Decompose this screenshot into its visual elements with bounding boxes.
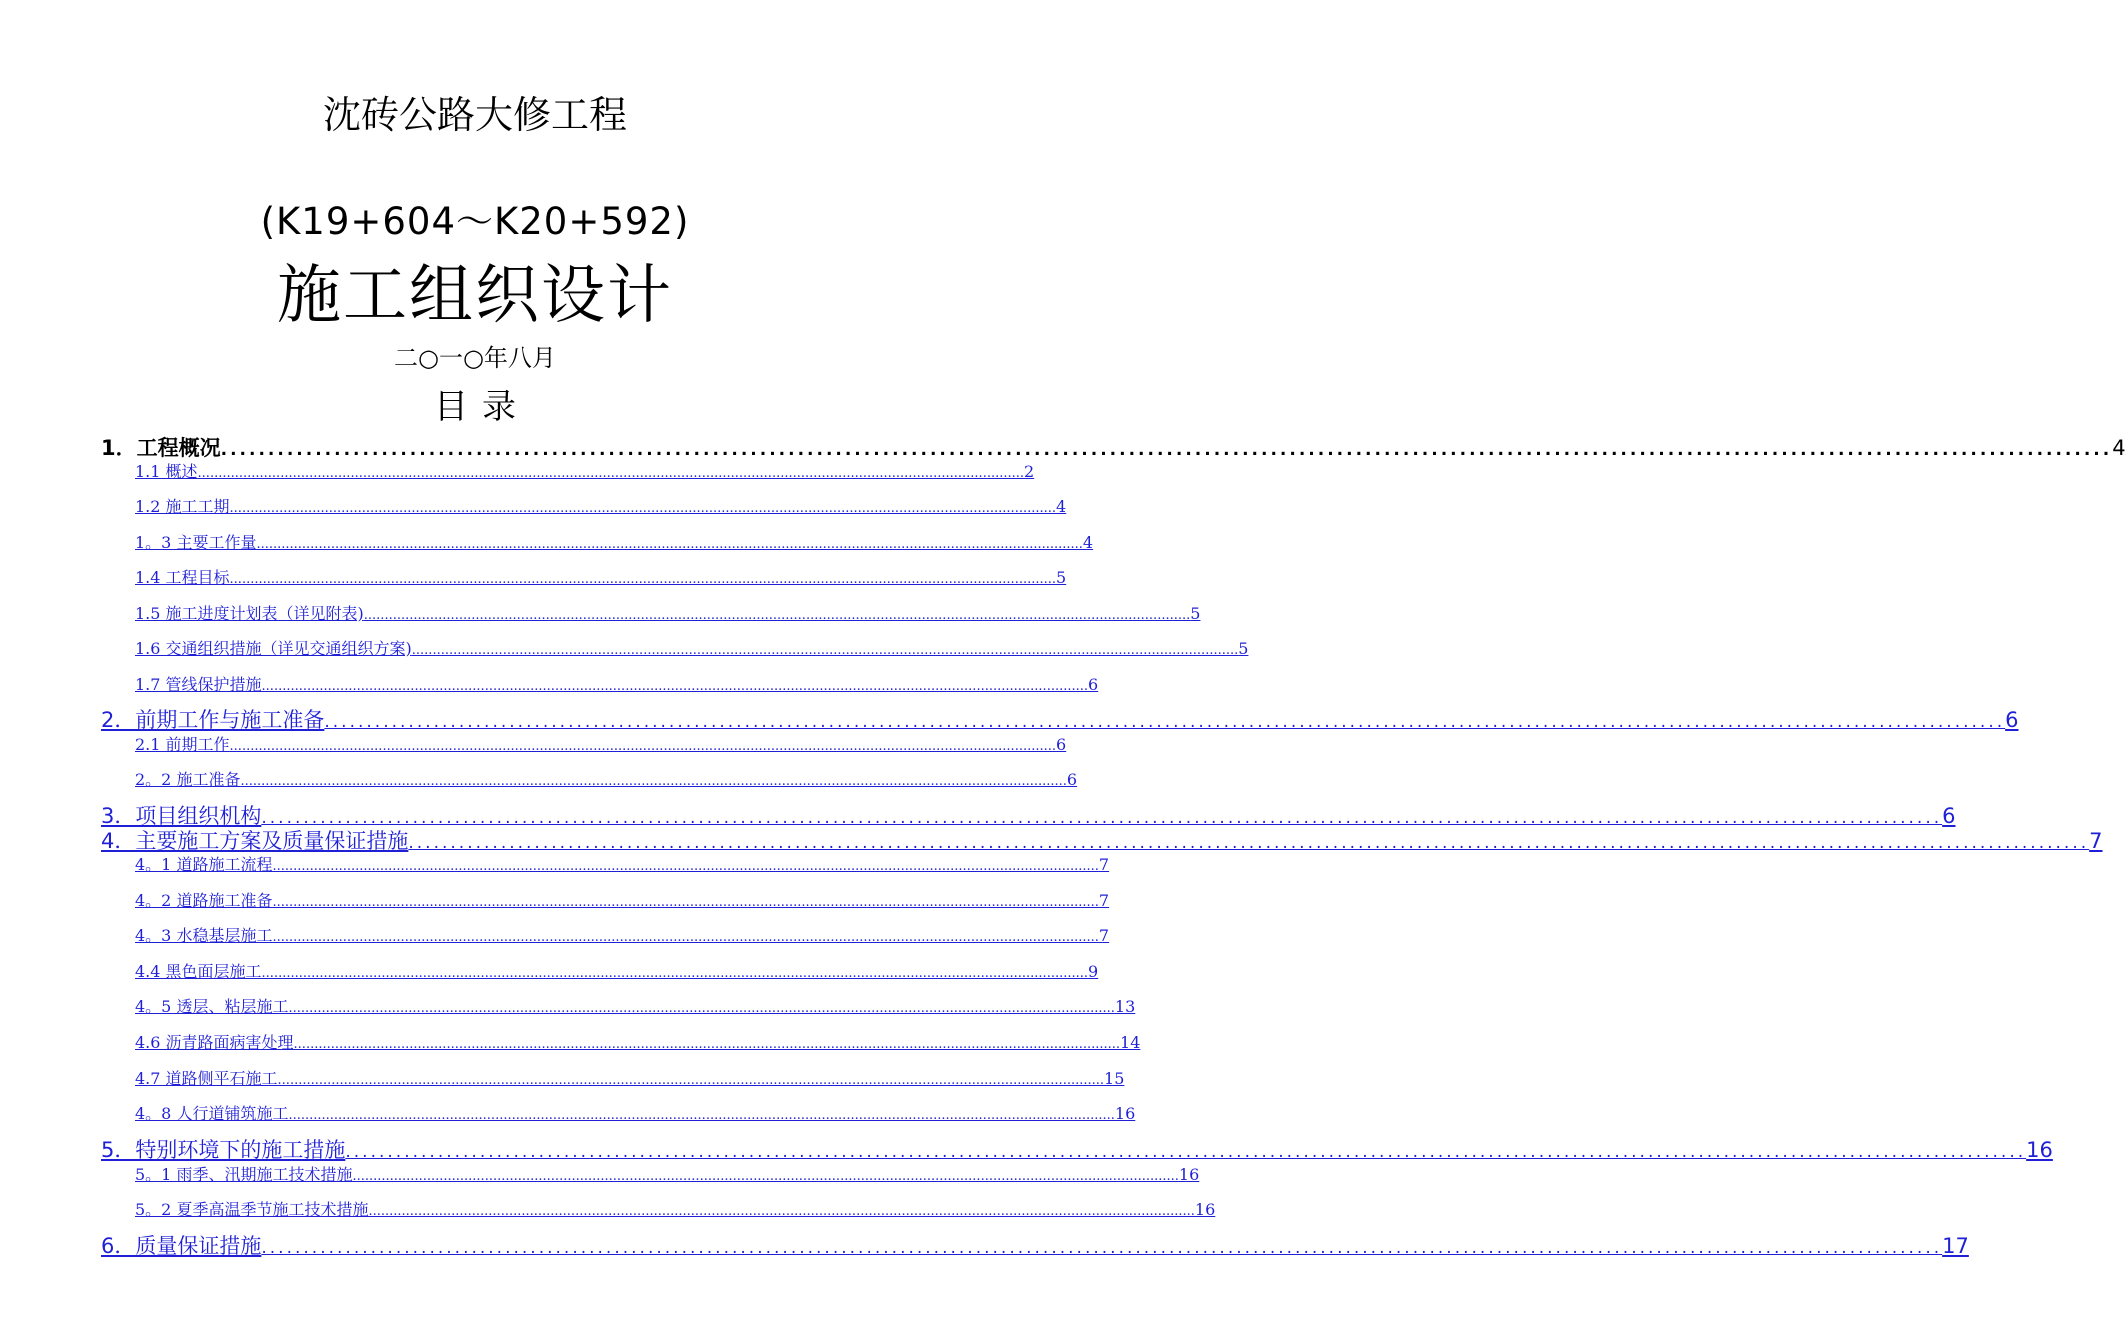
toc-leader-dots: ........................................................................................................................................................................................................ bbox=[288, 1108, 1115, 1123]
toc-entry-title: 4。5 透层、粘层施工 bbox=[135, 997, 289, 1016]
toc-section-link[interactable] bbox=[135, 923, 1110, 945]
toc-entry-title: 2.1 前期工作 bbox=[135, 735, 230, 754]
toc-page-number: 17 bbox=[1942, 1234, 1969, 1258]
toc-heading: 目录 bbox=[434, 387, 530, 427]
toc-page-number: 4 bbox=[1056, 497, 1067, 516]
toc-entry-title: 3．项目组织机构 bbox=[101, 804, 262, 828]
toc-chapter-link[interactable] bbox=[101, 800, 1956, 828]
toc-entry-title: 5。1 雨季、汛期施工技术措施 bbox=[135, 1165, 353, 1184]
toc-leader-dots: ........................................................................................................................................................................................................ bbox=[261, 808, 1943, 828]
toc-entry-title: 4。2 道路施工准备 bbox=[135, 891, 273, 910]
toc-leader-dots: ........................................................................................................................................................................................................ bbox=[256, 537, 1083, 552]
toc-entry-title: 1.7 管线保护措施 bbox=[135, 675, 262, 694]
toc-page-number: 6 bbox=[1088, 675, 1099, 694]
toc-section-link[interactable] bbox=[135, 672, 1099, 694]
toc-section-link[interactable] bbox=[135, 1162, 1200, 1184]
toc-entry-title: 5。2 夏季高温季节施工技术措施 bbox=[135, 1200, 369, 1219]
toc-leader-dots: ........................................................................................................................................................................................................ bbox=[324, 712, 2006, 732]
toc-leader-dots: ........................................................................................................................................................................................................ bbox=[277, 1073, 1105, 1088]
toc-chapter-link[interactable] bbox=[101, 432, 2126, 460]
toc-page-number: 16 bbox=[1114, 1104, 1136, 1123]
toc-page-number: 6 bbox=[1066, 770, 1078, 789]
toc-page-number: 4 bbox=[2112, 436, 2126, 460]
toc-chapter-link[interactable] bbox=[101, 1134, 2053, 1162]
toc-section-link[interactable] bbox=[135, 565, 1067, 587]
toc-chapter-link[interactable] bbox=[101, 704, 2019, 732]
toc-section-link[interactable] bbox=[135, 1197, 1216, 1219]
document-date: 二○一○年八月 bbox=[394, 344, 556, 372]
toc-page-number: 7 bbox=[1098, 855, 1110, 874]
toc-leader-dots: ........................................................................................................................................................................................................ bbox=[229, 572, 1057, 587]
toc-entry-title: 5．特别环境下的施工措施 bbox=[101, 1138, 346, 1162]
toc-entry-title: 1.4 工程目标 bbox=[135, 568, 230, 587]
toc-page-number: 4 bbox=[1082, 533, 1094, 552]
toc-page-number: 7 bbox=[2089, 829, 2103, 853]
toc-leader-dots: ........................................................................................................................................................................................................ bbox=[272, 895, 1099, 910]
toc-entry-title: 2．前期工作与施工准备 bbox=[101, 708, 325, 732]
toc-entry-title: 1。3 主要工作量 bbox=[135, 533, 257, 552]
toc-page-number: 5 bbox=[1190, 604, 1201, 623]
toc-entry-title: 1.5 施工进度计划表（详见附表) bbox=[135, 604, 364, 623]
toc-leader-dots: ........................................................................................................................................................................................................ bbox=[272, 859, 1099, 874]
toc-entry-title: 1.2 施工工期 bbox=[135, 497, 230, 516]
toc-section-link[interactable] bbox=[135, 994, 1136, 1016]
toc-leader-dots: ........................................................................................................................................................................................................ bbox=[345, 1142, 2027, 1162]
toc-entry-title: 1.1 概述 bbox=[135, 462, 198, 481]
toc-leader-dots: ........................................................................................................................................................................................................ bbox=[368, 1204, 1195, 1219]
toc-page-number: 7 bbox=[1098, 926, 1110, 945]
toc-entry-title: 4．主要施工方案及质量保证措施 bbox=[101, 829, 409, 853]
toc-leader-dots: ........................................................................................................................................................................................................ bbox=[229, 501, 1057, 516]
toc-page-number: 7 bbox=[1098, 891, 1110, 910]
toc-page-number: 15 bbox=[1104, 1069, 1125, 1088]
toc-entry-title: 4.6 沥青路面病害处理 bbox=[135, 1033, 294, 1052]
toc-page-number: 16 bbox=[2026, 1138, 2053, 1162]
toc-section-link[interactable] bbox=[135, 767, 1078, 789]
toc-section-link[interactable] bbox=[135, 959, 1099, 981]
toc-page-number: 14 bbox=[1120, 1033, 1141, 1052]
toc-leader-dots: ........................................................................................................................................................................................................ bbox=[352, 1169, 1179, 1184]
toc-leader-dots: ........................................................................................................................................................................................................ bbox=[288, 1001, 1115, 1016]
toc-leader-dots: ........................................................................................................................................................................................................ bbox=[363, 608, 1191, 623]
toc-leader-dots: ........................................................................................................................................................................................................ bbox=[261, 966, 1089, 981]
toc-section-link[interactable] bbox=[135, 530, 1094, 552]
toc-section-link[interactable] bbox=[135, 888, 1110, 910]
toc-page-number: 9 bbox=[1088, 962, 1099, 981]
toc-leader-dots: ........................................................................................................................................................................................................ bbox=[197, 466, 1025, 481]
toc-leader-dots: ........................................................................................................................................................................................................ bbox=[240, 774, 1067, 789]
toc-page-number: 16 bbox=[1178, 1165, 1200, 1184]
toc-chapter-link[interactable] bbox=[101, 825, 2103, 853]
toc-entry-title: 4。3 水稳基层施工 bbox=[135, 926, 273, 945]
toc-leader-dots: ........................................................................................................................................................................................................ bbox=[408, 833, 2090, 853]
toc-leader-dots: ........................................................................................................................................................................................................ bbox=[293, 1037, 1121, 1052]
toc-entry-title: 6．质量保证措施 bbox=[101, 1234, 262, 1258]
toc-section-link[interactable] bbox=[135, 852, 1110, 874]
toc-page-number: 5 bbox=[1238, 639, 1249, 658]
toc-page-number: 5 bbox=[1056, 568, 1067, 587]
toc-section-link[interactable] bbox=[135, 1101, 1136, 1123]
section-range: (K19+604～K20+592) bbox=[260, 200, 690, 243]
document-type-title: 施工组织设计 bbox=[277, 259, 673, 333]
toc-chapter-link[interactable] bbox=[101, 1230, 1969, 1258]
toc-entry-title: 4.7 道路侧平石施工 bbox=[135, 1069, 278, 1088]
toc-leader-dots: ........................................................................................................................................................................................................ bbox=[261, 679, 1089, 694]
toc-leader-dots: ........................................................................................................................................................................................................ bbox=[411, 643, 1239, 658]
toc-section-link[interactable] bbox=[135, 494, 1067, 516]
toc-section-link[interactable] bbox=[135, 732, 1067, 754]
toc-entry-title: 4。1 道路施工流程 bbox=[135, 855, 273, 874]
toc-page-number: 6 bbox=[1056, 735, 1067, 754]
toc-entry-title: 4.4 黑色面层施工 bbox=[135, 962, 262, 981]
toc-page-number: 2 bbox=[1024, 462, 1035, 481]
toc-section-link[interactable] bbox=[135, 636, 1249, 658]
toc-section-link[interactable] bbox=[135, 1030, 1141, 1052]
toc-leader-dots: ........................................................................................................................................................................................................ bbox=[261, 1238, 1943, 1258]
toc-page-number: 6 bbox=[1942, 804, 1956, 828]
toc-leader-dots: ........................................................................................................................................................................................................ bbox=[229, 739, 1057, 754]
toc-leader-dots: ........................................................................................................................................................................................................ bbox=[220, 440, 2113, 460]
toc-entry-title: 1.6 交通组织措施（详见交通组织方案) bbox=[135, 639, 412, 658]
toc-section-link[interactable] bbox=[135, 601, 1201, 623]
toc-section-link[interactable] bbox=[135, 459, 1035, 481]
project-title: 沈砖公路大修工程 bbox=[322, 93, 627, 137]
toc-page-number: 16 bbox=[1194, 1200, 1216, 1219]
toc-page-number: 6 bbox=[2005, 708, 2019, 732]
toc-page-number: 13 bbox=[1114, 997, 1136, 1016]
toc-leader-dots: ........................................................................................................................................................................................................ bbox=[272, 930, 1099, 945]
toc-entry-title: 4。8 人行道铺筑施工 bbox=[135, 1104, 289, 1123]
toc-entry-title: 2。2 施工准备 bbox=[135, 770, 241, 789]
toc-entry-title: 1．工程概况 bbox=[101, 436, 221, 460]
toc-section-link[interactable] bbox=[135, 1066, 1125, 1088]
